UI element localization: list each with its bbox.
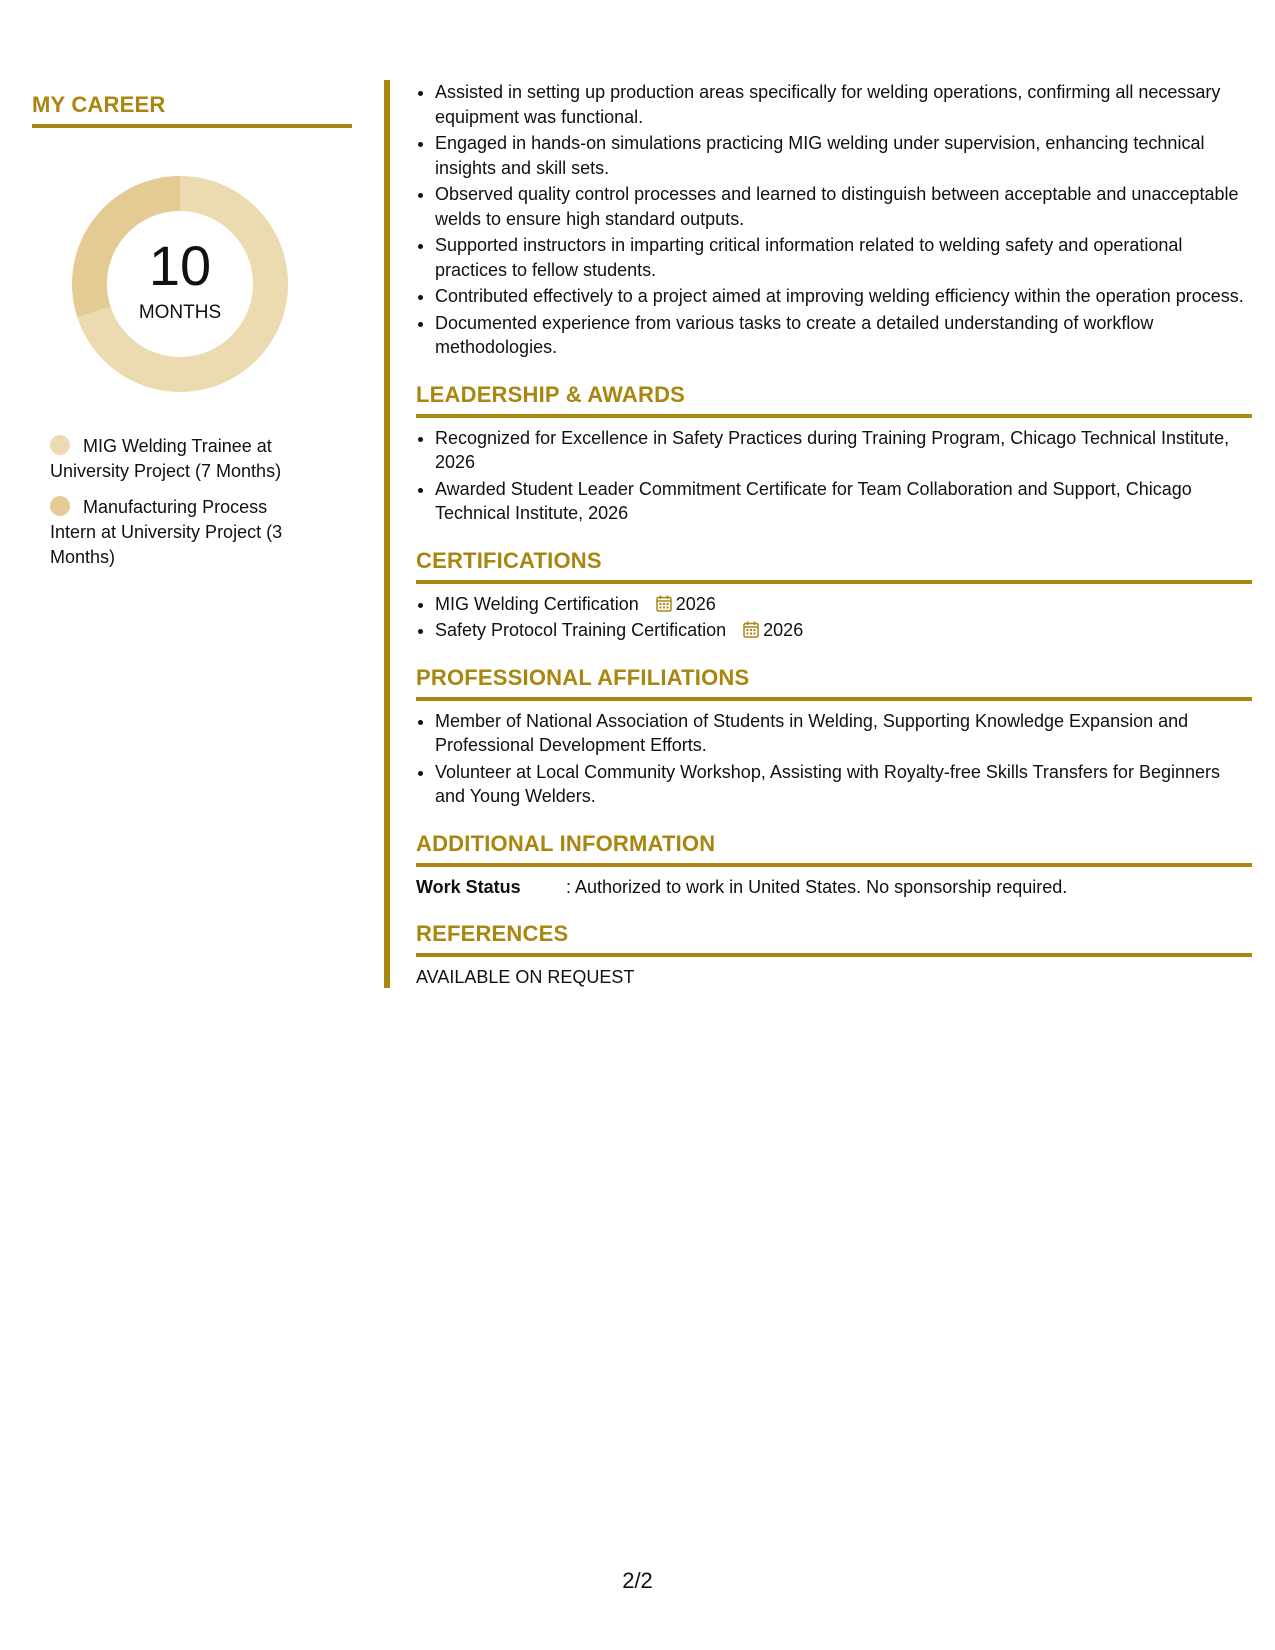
page-number: 2/2 [622,1568,653,1593]
leadership-list [416,426,1252,526]
column-divider [384,80,390,988]
certifications-list [416,592,1252,643]
references-heading: REFERENCES [416,921,1252,957]
certification-year: 2026 [675,593,716,614]
legend-item [50,495,312,570]
affiliation-item: • Volunteer at Local Community Workshop, Assisting with Royalty-free Skills Transfers for Beginners and Young Welders. [435,760,1252,809]
experience-item: • Observed quality control processes and learned to distinguish between acceptable and unacceptable welds to ensure high standard outputs. [435,182,1252,231]
experience-list [416,80,1252,360]
leadership-item: • Recognized for Excellence in Safety Practices during Training Program, Chicago Technical Institute, 2026 [435,426,1252,475]
certification-item [435,592,1252,617]
experience-item: • Assisted in setting up production areas specifically for welding operations, confirming all necessary equipment was functional. [435,80,1252,129]
career-heading: MY CAREER [32,92,352,128]
additional-info-heading: ADDITIONAL INFORMATION [416,831,1252,867]
certification-item [435,618,1252,643]
career-total-months: 10 [148,234,212,297]
main-content [416,80,1252,989]
affiliations-heading: PROFESSIONAL AFFILIATIONS [416,665,1252,701]
career-legend [50,434,312,570]
legend-item [50,434,312,484]
calendar-icon [743,621,759,638]
career-donut-chart [66,170,294,398]
legend-dot [50,496,70,516]
experience-item: • Engaged in hands-on simulations practicing MIG welding under supervision, enhancing technical insights and skill sets. [435,131,1252,180]
certification-year: 2026 [763,620,804,640]
calendar-icon [656,595,672,612]
work-status-row [416,875,1252,899]
experience-item: • Documented experience from various tasks to create a detailed understanding of workflow methodologies. [435,311,1252,360]
donut-center-label [66,170,294,398]
experience-item: • Contributed effectively to a project aimed at improving welding efficiency within the operation process. [435,284,1252,309]
legend-label: Manufacturing Process Intern at University Project (3 Months) [50,497,283,567]
certification-date [743,620,803,640]
certifications-heading: CERTIFICATIONS [416,548,1252,584]
work-status-label: Work Status [416,876,521,897]
career-total-unit: MONTHS [138,302,222,323]
references-text: AVAILABLE ON REQUEST [416,966,635,987]
work-status-value: : Authorized to work in United States. No sponsorship required. [566,876,1068,897]
affiliations-list [416,709,1252,809]
experience-item: • Supported instructors in imparting critical information related to welding safety and operational practices to fellow students. [435,233,1252,282]
legend-dot [50,435,70,455]
certification-name: Safety Protocol Training Certification [435,620,727,640]
career-sidebar [32,92,352,581]
leadership-item: • Awarded Student Leader Commitment Certificate for Team Collaboration and Support, Chicago Technical Institute, 2026 [435,477,1252,526]
legend-label: MIG Welding Trainee at University Project (7 Months) [50,436,282,481]
affiliation-item: • Member of National Association of Students in Welding, Supporting Knowledge Expansion and Professional Development Efforts. [435,709,1252,758]
leadership-heading: LEADERSHIP & AWARDS [416,382,1252,418]
certification-date [656,594,716,614]
certification-name: MIG Welding Certification [435,593,639,614]
